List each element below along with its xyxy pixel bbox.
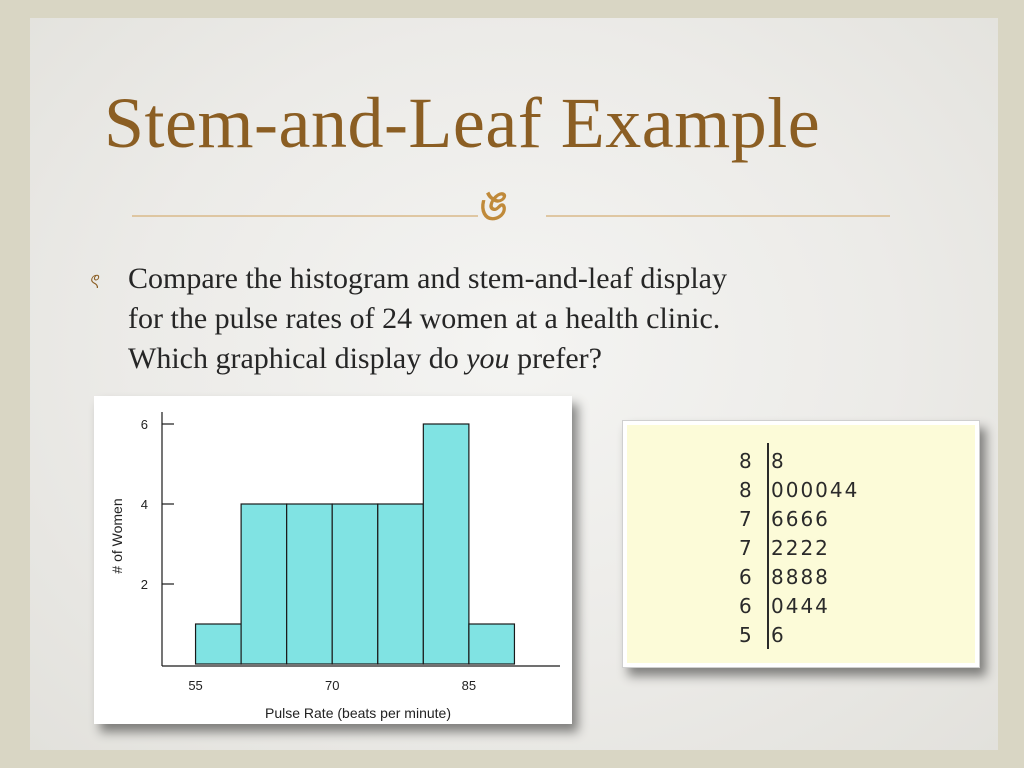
bullet-line-1: Compare the histogram and stem-and-leaf display <box>128 262 727 295</box>
leaf-values: 8 <box>771 449 786 473</box>
histogram-chart <box>94 396 572 724</box>
bullet-line-2: for the pulse rates of 24 women at a health clinic. <box>128 302 721 335</box>
bullet-line-3-text: Which graphical display do <box>128 342 467 375</box>
x-axis-label: Pulse Rate (beats per minute) <box>265 705 451 721</box>
histogram-bar-75–80 <box>378 504 424 664</box>
histogram-panel <box>94 396 572 724</box>
y-tick-label: 4 <box>140 497 148 512</box>
leaf-values: 2222 <box>771 536 830 560</box>
y-tick-label: 2 <box>140 577 148 592</box>
bullet-emphasis: you <box>466 342 510 375</box>
bullet-icon: ৎ <box>88 269 99 293</box>
x-tick-label: 85 <box>461 678 477 693</box>
stem-value: 7 <box>739 536 754 560</box>
stem-value: 8 <box>739 449 754 473</box>
leaf-values: 0444 <box>771 594 830 618</box>
leaf-values: 000044 <box>771 478 860 502</box>
histogram-bar-85–90 <box>469 624 515 664</box>
histogram-bar-55–60 <box>196 624 242 664</box>
stem-leaf-divider <box>767 443 769 649</box>
leaf-values: 8888 <box>771 565 830 589</box>
histogram-bar-70–75 <box>332 504 378 664</box>
stem-leaf-display <box>627 425 975 663</box>
leaf-values: 6666 <box>771 507 830 531</box>
histogram-bar-65–70 <box>287 504 333 664</box>
bullet-line-3 <box>128 339 918 379</box>
histogram-bar-80–85 <box>423 424 469 664</box>
histogram-bars <box>196 424 515 664</box>
y-axis-label: # of Women <box>109 498 125 574</box>
stem-value: 7 <box>739 507 754 531</box>
bullet-paragraph <box>128 259 918 379</box>
histogram-bar-60–65 <box>241 504 287 664</box>
x-tick-label: 70 <box>324 678 340 693</box>
flourish-icon: ঙ <box>476 183 506 229</box>
stem-value: 8 <box>739 478 754 502</box>
x-tick-label: 55 <box>188 678 203 693</box>
bullet-line-3-tail: prefer? <box>509 342 602 375</box>
stem-value: 5 <box>739 623 754 647</box>
leaf-values: 6 <box>771 623 786 647</box>
stem-value: 6 <box>739 565 754 589</box>
stem-leaf-panel <box>622 420 980 668</box>
slide-title: Stem-and-Leaf Example <box>104 83 821 163</box>
y-tick-label: 6 <box>140 417 148 432</box>
stem-value: 6 <box>739 594 754 618</box>
